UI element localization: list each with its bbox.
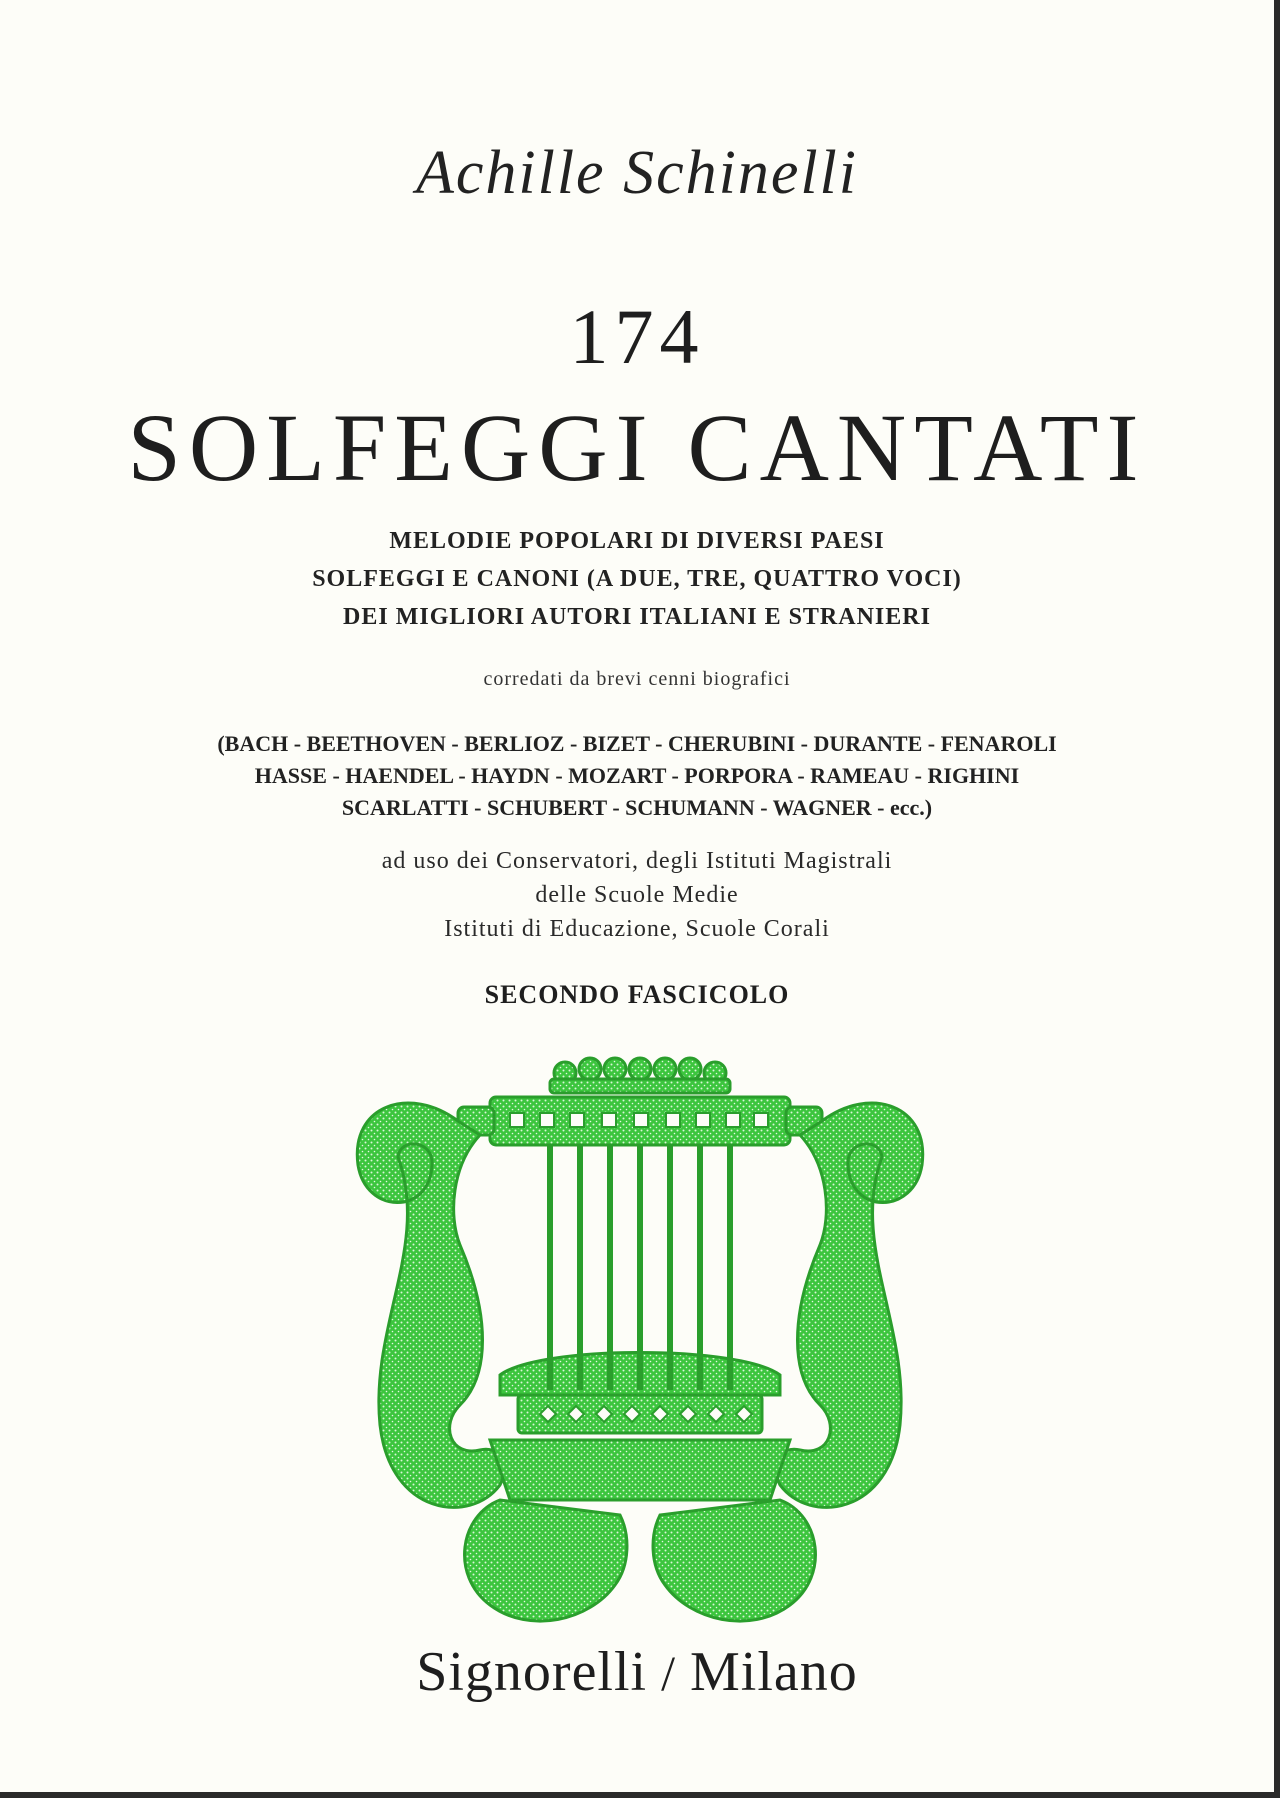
author-name: Achille Schinelli	[415, 139, 859, 207]
composers-line-1: (BACH - BEETHOVEN - BERLIOZ - BIZET - CHERUBINI - DURANTE - FENAROLI	[217, 731, 1057, 756]
usage-line-1: ad uso dei Conservatori, degli Istituti Magistrali	[381, 848, 893, 874]
publisher-line	[0, 1640, 1274, 1704]
composers-line-3: SCARLATTI - SCHUBERT - SCHUMANN - WAGNER - ecc.)	[341, 795, 933, 820]
finials	[550, 1058, 730, 1093]
title-number: 174	[569, 293, 705, 380]
subtitle-line-2: SOLFEGGI E CANONI (A DUE, TRE, QUATTRO VOCI)	[312, 566, 962, 592]
subtitle-line-3: DEI MIGLIORI AUTORI ITALIANI E STRANIERI	[343, 604, 931, 630]
book-title: SOLFEGGI CANTATI	[127, 394, 1147, 501]
subtitle-line-1: MELODIE POPOLARI DI DIVERSI PAESI	[389, 528, 885, 554]
lyre-icon	[340, 1045, 940, 1650]
usage-line-3: Istituti di Educazione, Scuole Corali	[444, 916, 830, 942]
biography-note: corredati da brevi cenni biografici	[483, 668, 791, 690]
usage-line-2: delle Scuole Medie	[535, 882, 739, 908]
volume-label: SECONDO FASCICOLO	[484, 980, 790, 1009]
publisher-separator: /	[661, 1645, 677, 1701]
publisher-name: Signorelli	[416, 1641, 648, 1703]
composers-line-2: HASSE - HAENDEL - HAYDN - MOZART - PORPORA - RAMEAU - RIGHINI	[254, 763, 1020, 788]
publisher-city: Milano	[690, 1641, 858, 1703]
